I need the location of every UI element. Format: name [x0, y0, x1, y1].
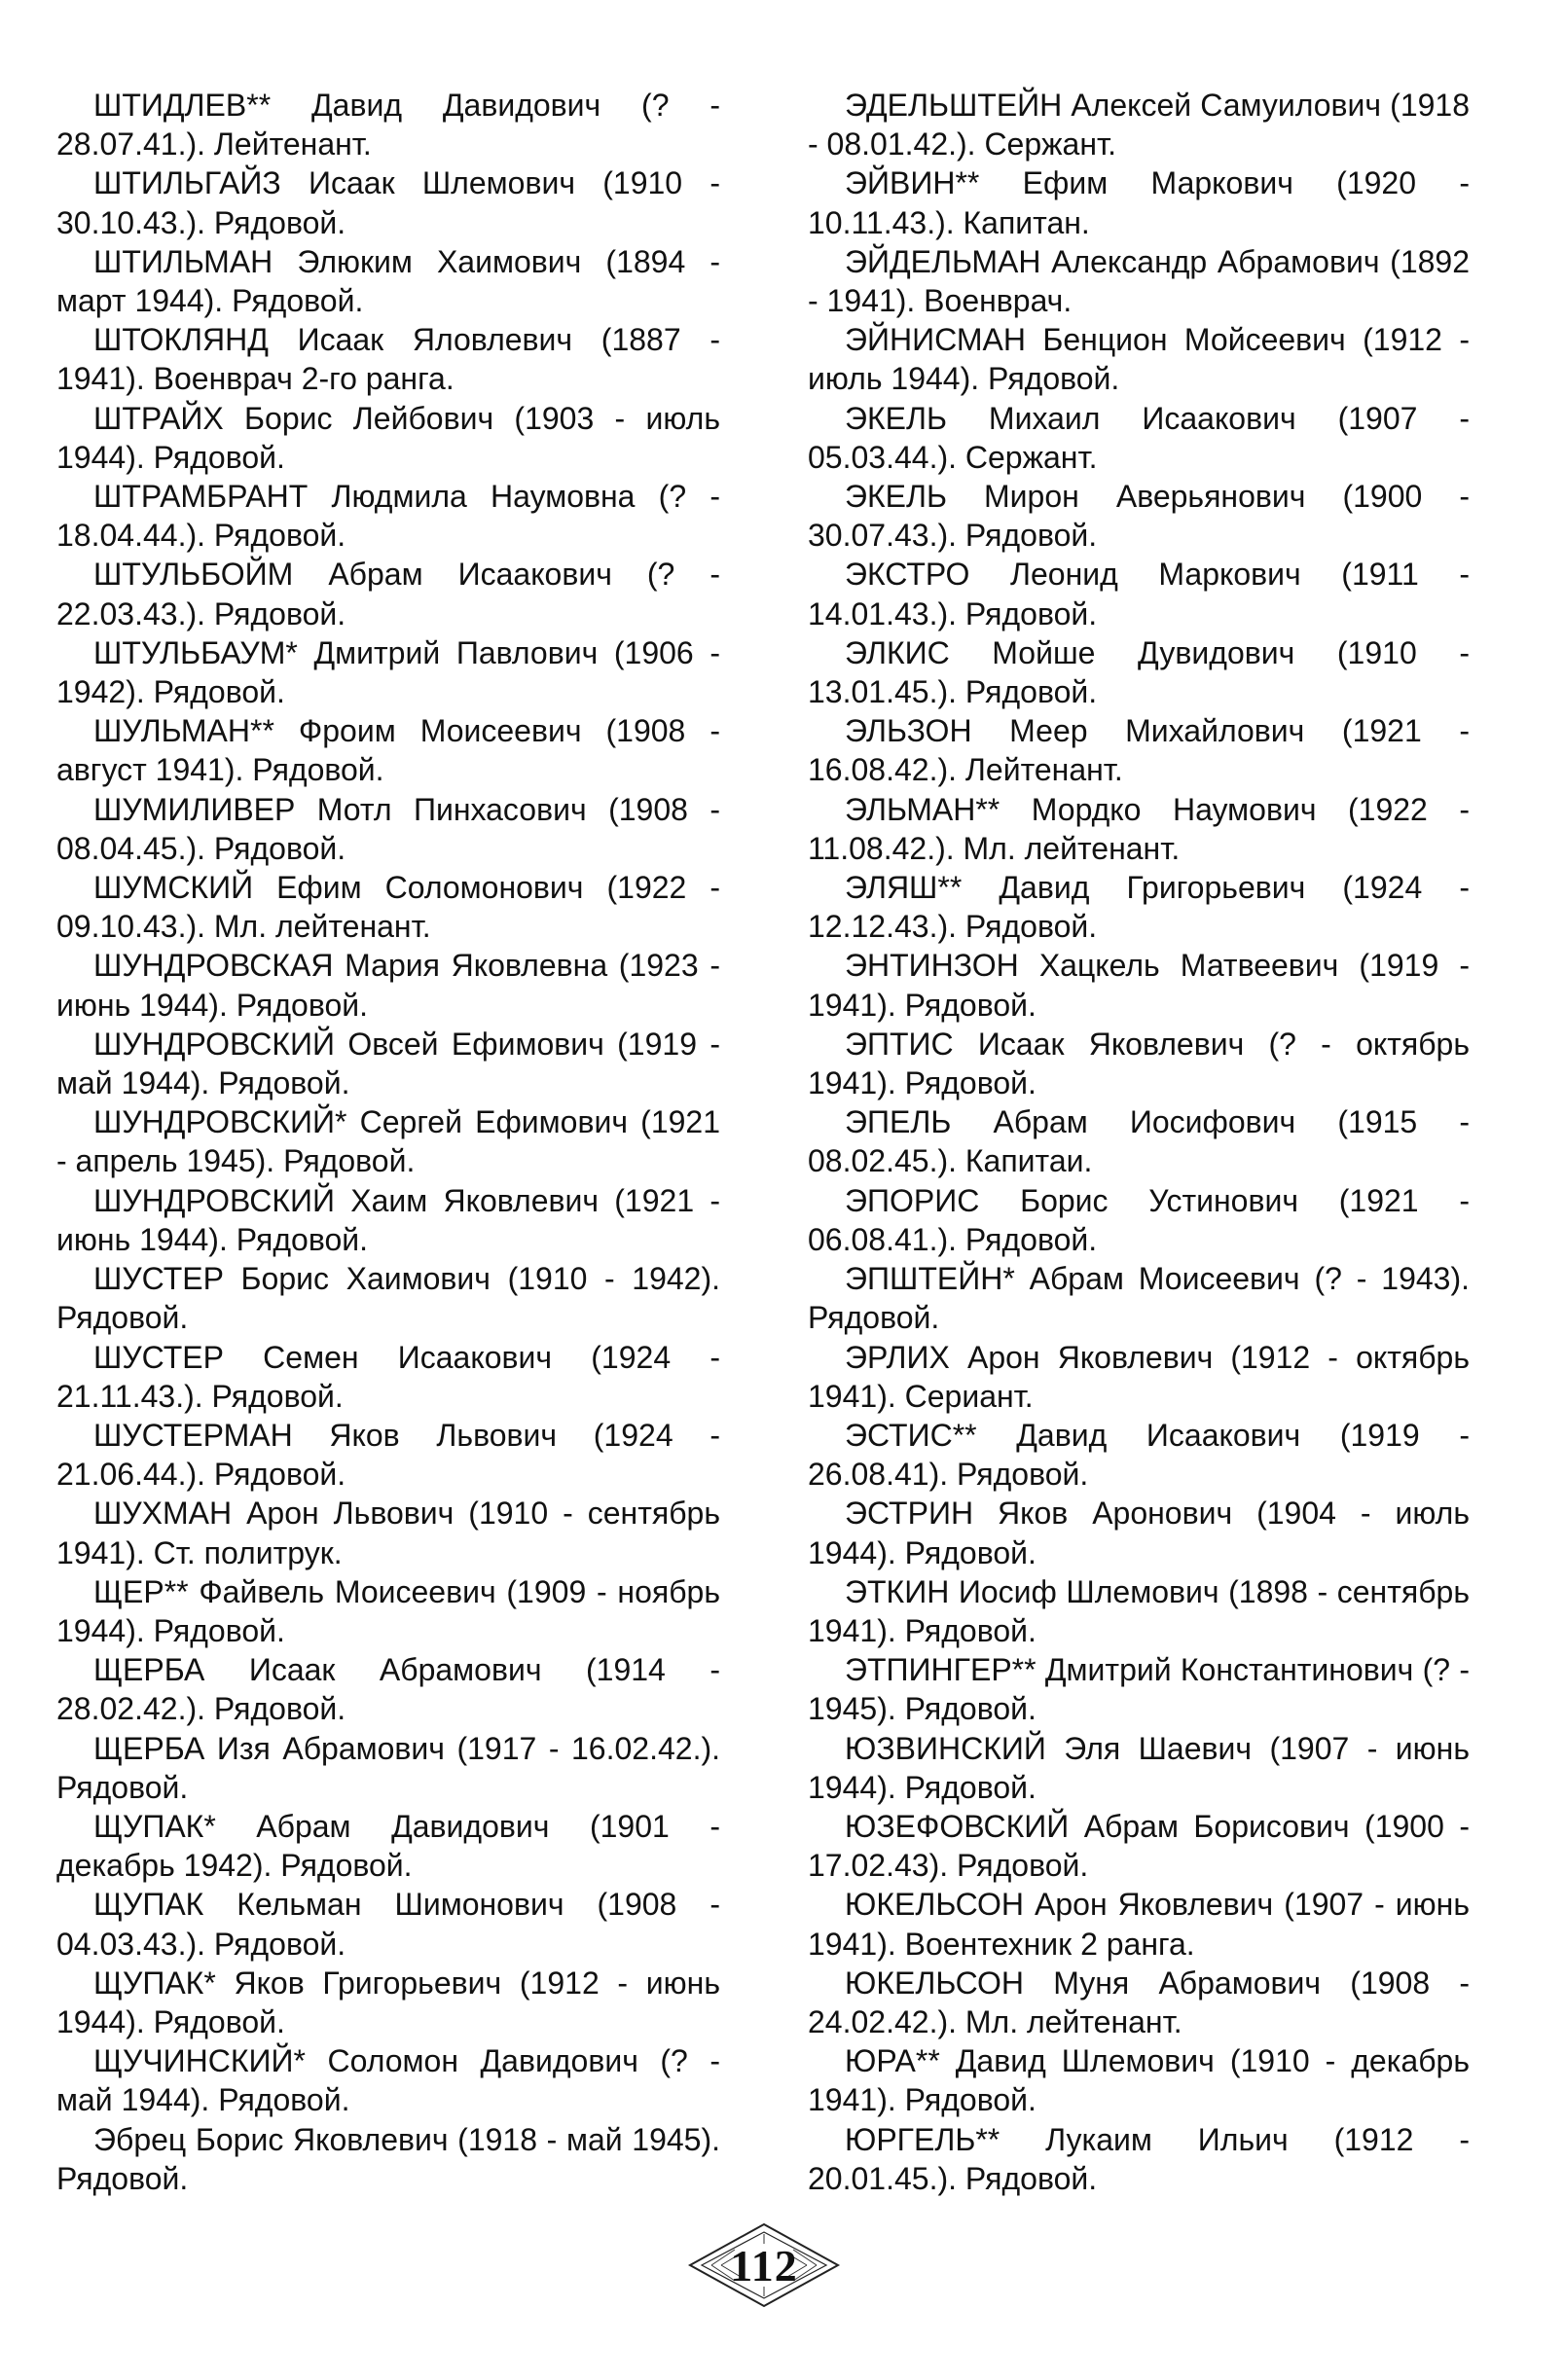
list-entry: ЮКЕЛЬСОН Муня Абрамович (1908 - 24.02.42.). Мл. лейтенант. [808, 1965, 1470, 2039]
list-entry: ШУНДРОВСКИЙ Хаим Яковлевич (1921 - июнь 1944). Рядовой. [56, 1182, 720, 1257]
list-entry: ЭЛЬМАН** Мордко Наумович (1922 - 11.08.42.). Мл. лейтенант. [808, 791, 1470, 866]
list-entry: ЭЛКИС Мойше Дувидович (1910 - 13.01.45.). Рядовой. [808, 634, 1470, 710]
list-entry: ЮКЕЛЬСОН Арон Яковлевич (1907 - июнь 1941). Воентехник 2 ранга. [808, 1887, 1470, 1962]
list-entry: ШУНДРОВСКИЙ* Сергей Ефимович (1921 - апрель 1945). Рядовой. [56, 1104, 720, 1179]
list-entry: ШУСТЕР Борис Хаимович (1910 - 1942). Рядовой. [56, 1261, 720, 1336]
list-entry: ШТУЛЬБАУМ* Дмитрий Павлович (1906 - 1942). Рядовой. [56, 634, 720, 710]
list-entry: ЭСТИС** Давид Исаакович (1919 - 26.08.41). Рядовой. [808, 1417, 1470, 1493]
list-entry: ШТОКЛЯНД Исаак Яловлевич (1887 - 1941). Военврач 2-го ранга. [56, 322, 720, 397]
list-entry: ШУСТЕР Семен Исаакович (1924 - 21.11.43.). Рядовой. [56, 1339, 720, 1414]
list-entry: ЭКСТРО Леонид Маркович (1911 - 14.01.43.). Рядовой. [808, 557, 1470, 631]
list-entry: ЭПОРИС Борис Устинович (1921 - 06.08.41.). Рядовой. [808, 1182, 1470, 1257]
page-number-ornament [686, 2220, 842, 2310]
list-entry: ШУСТЕРМАН Яков Львович (1924 - 21.06.44.). Рядовой. [56, 1417, 720, 1493]
list-entry: ЭЙНИСМАН Бенцион Мойсеевич (1912 - июль 1944). Рядовой. [808, 322, 1470, 397]
list-entry: ШТИЛЬГАЙЗ Исаак Шлемович (1910 - 30.10.43.). Рядовой. [56, 165, 720, 240]
list-entry: ЭРЛИХ Арон Яковлевич (1912 - октябрь 1941). Сериант. [808, 1339, 1470, 1414]
list-entry: ШУМСКИЙ Ефим Соломонович (1922 - 09.10.43.). Мл. лейтенант. [56, 870, 720, 945]
list-entry: ЭСТРИН Яков Аронович (1904 - июль 1944). Рядовой. [808, 1496, 1470, 1570]
list-entry: ЭЙВИН** Ефим Маркович (1920 - 10.11.43.). Капитан. [808, 165, 1470, 240]
list-entry: ЩУПАК* Абрам Давидович (1901 - декабрь 1942). Рядовой. [56, 1808, 720, 1884]
list-entry: ЭЙДЕЛЬМАН Александр Абрамович (1892 - 1941). Военврач. [808, 243, 1470, 319]
list-entry: ЭПТИС Исаак Яковлевич (? - октябрь 1941). Рядовой. [808, 1026, 1470, 1101]
list-entry: ЩЕРБА Исаак Абрамович (1914 - 28.02.42.). Рядовой. [56, 1652, 720, 1727]
list-entry: ЩЕРБА Изя Абрамович (1917 - 16.02.42.). Рядовой. [56, 1730, 720, 1805]
list-entry: ШТУЛЬБОЙМ Абрам Исаакович (? - 22.03.43.). Рядовой. [56, 557, 720, 631]
list-entry: ШТРАМБРАНТ Людмила Наумовна (? - 18.04.44.). Рядовой. [56, 479, 720, 554]
right-column [808, 86, 1470, 2198]
list-entry: ШТРАЙХ Борис Лейбович (1903 - июль 1944). Рядовой. [56, 400, 720, 475]
list-entry: ШУЛЬМАН** Фроим Моисеевич (1908 - август 1941). Рядовой. [56, 713, 720, 788]
list-entry: ЭКЕЛЬ Мирон Аверьянович (1900 - 30.07.43.). Рядовой. [808, 479, 1470, 554]
list-entry: ЭТКИН Иосиф Шлемович (1898 - сентябрь 1941). Рядовой. [808, 1573, 1470, 1648]
list-entry: ЭЛЯШ** Давид Григорьевич (1924 - 12.12.43.). Рядовой. [808, 870, 1470, 945]
list-entry: ЮРА** Давид Шлемович (1910 - декабрь 1941). Рядовой. [808, 2043, 1470, 2118]
list-entry: ЭДЕЛЬШТЕЙН Алексей Самуилович (1918 - 08.01.42.). Сержант. [808, 88, 1470, 162]
list-entry: ЩУЧИНСКИЙ* Соломон Давидович (? - май 1944). Рядовой. [56, 2043, 720, 2118]
list-entry: ШУМИЛИВЕР Мотл Пинхасович (1908 - 08.04.45.). Рядовой. [56, 791, 720, 866]
list-entry: ЭКЕЛЬ Михаил Исаакович (1907 - 05.03.44.). Сержант. [808, 400, 1470, 475]
list-entry: ЮРГЕЛЬ** Лукаим Ильич (1912 - 20.01.45.). Рядовой. [808, 2121, 1470, 2196]
list-entry: ЭНТИНЗОН Хацкель Матвеевич (1919 - 1941). Рядовой. [808, 948, 1470, 1023]
list-entry: ШТИДЛЕВ** Давид Давидович (? - 28.07.41.). Лейтенант. [56, 88, 720, 162]
list-entry: ШТИЛЬМАН Элюким Хаимович (1894 - март 1944). Рядовой. [56, 243, 720, 319]
left-column [56, 86, 720, 2198]
list-entry: ЩУПАК* Яков Григорьевич (1912 - июнь 1944). Рядовой. [56, 1965, 720, 2039]
list-entry: ШУНДРОВСКАЯ Мария Яковлевна (1923 - июнь 1944). Рядовой. [56, 948, 720, 1023]
list-entry: ЮЗЕФОВСКИЙ Абрам Борисович (1900 - 17.02.43). Рядовой. [808, 1808, 1470, 1884]
page-number: 112 [730, 2240, 798, 2290]
list-entry: ЩЕР** Файвель Моисеевич (1909 - ноябрь 1944). Рядовой. [56, 1573, 720, 1648]
list-entry: ЭТПИНГЕР** Дмитрий Константинович (? - 1945). Рядовой. [808, 1652, 1470, 1727]
list-entry: ЭПЕЛЬ Абрам Иосифович (1915 - 08.02.45.). Капитаи. [808, 1104, 1470, 1179]
list-entry: ЭЛЬЗОН Меер Михайлович (1921 - 16.08.42.). Лейтенант. [808, 713, 1470, 788]
list-entry: ШУХМАН Арон Львович (1910 - сентябрь 1941). Ст. политрук. [56, 1496, 720, 1570]
list-entry: Эбрец Борис Яковлевич (1918 - май 1945). Рядовой. [56, 2121, 720, 2196]
list-entry: ШУНДРОВСКИЙ Овсей Ефимович (1919 - май 1944). Рядовой. [56, 1026, 720, 1101]
list-entry: ЩУПАК Кельман Шимонович (1908 - 04.03.43.). Рядовой. [56, 1887, 720, 1962]
list-entry: ЭПШТЕЙН* Абрам Моисеевич (? - 1943). Рядовой. [808, 1261, 1470, 1336]
list-entry: ЮЗВИНСКИЙ Эля Шаевич (1907 - июнь 1944). Рядовой. [808, 1730, 1470, 1805]
